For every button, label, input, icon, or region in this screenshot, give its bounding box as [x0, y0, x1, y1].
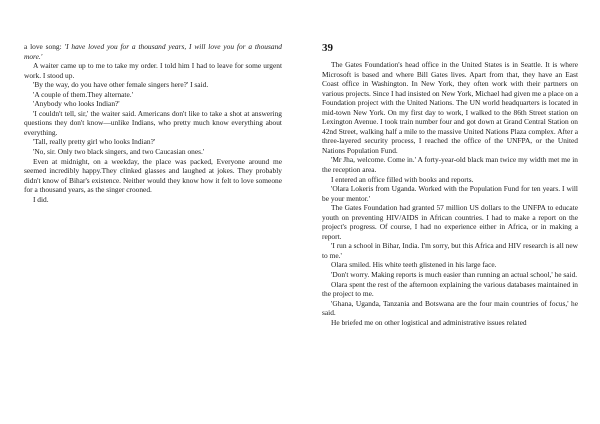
paragraph: 'Don't worry. Making reports is much easier than running an actual school,' he said.	[331, 270, 578, 280]
paragraph: Olara smiled. His white teeth glistened in his large face.	[331, 260, 497, 270]
paragraph: A waiter came up to me to take my order. I told him I had to leave for some urgent work. I stood up.	[24, 61, 282, 80]
paragraph: 'Mr Jha, welcome. Come in.' A forty-year-old black man twice my width met me in the reception area.	[322, 155, 578, 175]
paragraph: Olara spent the rest of the afternoon explaining the various databases maintained in the project to me.	[322, 279, 578, 299]
paragraph: 'I run a school in Bihar, India. I'm sorry, but this Africa and HIV research is all new to me.'	[322, 241, 578, 260]
right-page	[322, 42, 578, 327]
paragraph: 'A couple of them.They alternate.'	[33, 89, 133, 99]
paragraph: 'No, sir. Only two black singers, and two Caucasian ones.'	[33, 147, 205, 157]
paragraph: 'Ghana, Uganda, Tanzania and Botswana are the four main countries of focus,' he said.	[322, 298, 578, 318]
left-page	[24, 42, 282, 204]
paragraph: 'I couldn't tell, sir,' the waiter said. Americans don't like to take a shot at answering questions they don't know—unlike Indians, who pretty much know everything about everything.	[24, 108, 282, 137]
song-intro: a love song:	[24, 42, 65, 51]
song-lyric: 'I have loved you for a thousand years, I will love you for a thousand more.'	[24, 42, 282, 61]
paragraph-song	[24, 42, 282, 61]
paragraph: 'Anybody who looks Indian?'	[33, 99, 120, 109]
paragraph: I entered an office filled with books and reports.	[331, 174, 474, 184]
paragraph: 'Tall, really pretty girl who looks Indian?'	[33, 137, 156, 147]
paragraph: Even at midnight, on a weekday, the place was packed, Everyone around me seemed incredibly happy.They clinked glasses and laughed at jokes. They probably didn't know of Bihar's existence. Neither would they know how it felt to love someone for a thousand years, as the singer crooned.	[24, 156, 282, 195]
paragraph: The Gates Foundation's head office in the United States is in Seattle. It is where Microsoft is based and where Bill Gates lives. Apart from that, they have an East Coast office in Washington. In New York, they often work with their partners on various projects. Since I had insisted on New York, Michael had given me a place on a Foundation project with the United Nations. The UN world headquarters is located in mid-town New York. On my first day to work, I walked to the 86th Street station on Lexington Avenue. I took train number four and got down at Grand Central Station on 42nd Street, walking half a mile to the massive United Nations Plaza complex. After a three-layered security process, I reached the office of the UNFPA, or the United Nations Population Fund.	[322, 60, 578, 155]
paragraph: He briefed me on other logistical and administrative issues related	[331, 317, 527, 327]
paragraph: 'Olara Lokeris from Uganda. Worked with the Population Fund for ten years. I will be your mentor.'	[322, 184, 578, 203]
paragraph: I did.	[33, 194, 49, 204]
paragraph: 'By the way, do you have other female singers here?' I said.	[33, 80, 209, 90]
chapter-number: 39	[322, 42, 333, 54]
paragraph: The Gates Foundation had granted 57 million US dollars to the UNFPA to educate youth on preventing HIV/AIDS in African countries. I had to make a report on the project's progress. Of course, I had no experience either in Africa, or in making a report.	[322, 203, 578, 241]
